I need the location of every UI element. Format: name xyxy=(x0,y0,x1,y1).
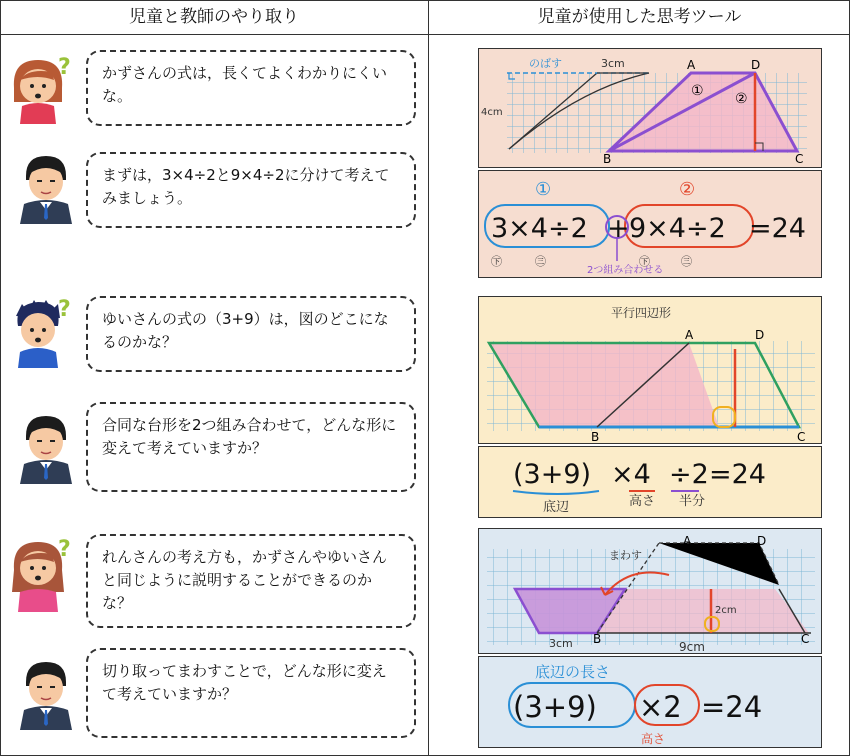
label-A: A xyxy=(683,534,692,548)
trapezoid-diagram xyxy=(479,49,822,168)
combine-note: 2つ組み合わせる xyxy=(587,265,664,276)
equation-half: ÷2 xyxy=(669,459,709,490)
dialog-text: ゆいさんの式の（3+9）は，図のどこになるのかな？ xyxy=(102,310,389,351)
label-3cm: 3cm xyxy=(601,57,625,70)
label-height: 高さ xyxy=(641,732,666,746)
svg-text:?: ? xyxy=(58,537,71,562)
speech-bubble xyxy=(86,296,416,372)
equation-base: (3+9) xyxy=(513,459,592,490)
equation-height: ×4 xyxy=(611,459,651,490)
panel1-figure xyxy=(478,48,822,168)
equation-height: ×2 xyxy=(639,690,682,724)
label-C: C xyxy=(797,430,806,444)
label-mawasu: まわす xyxy=(609,549,642,562)
mark-2: ㊂ xyxy=(535,255,546,268)
svg-text:?: ? xyxy=(58,297,71,322)
mark-1: ㊦ xyxy=(491,255,502,268)
speech-bubble xyxy=(86,648,416,738)
label-half: 半分 xyxy=(679,494,706,509)
circle1-label: ① xyxy=(535,179,552,200)
label-A: A xyxy=(687,58,696,72)
equation-base: (3+9) xyxy=(513,690,597,724)
equation-result: =24 xyxy=(749,213,806,244)
label-A: A xyxy=(685,328,694,342)
mark-4: ㊂ xyxy=(681,255,692,268)
panel1-equation xyxy=(478,170,822,278)
label-circle1: ① xyxy=(691,83,704,99)
equation-result: =24 xyxy=(701,690,763,724)
label-B: B xyxy=(591,430,600,444)
equation-plus: + xyxy=(607,213,630,244)
label-D: D xyxy=(751,58,761,72)
label-base: 底辺 xyxy=(543,500,570,515)
circle2-label: ② xyxy=(679,179,696,200)
equation-result: =24 xyxy=(709,459,766,490)
panel2-equation xyxy=(478,446,822,518)
label-9cm: 9cm xyxy=(679,640,705,654)
label-height: 高さ xyxy=(629,494,656,509)
panel2-figure xyxy=(478,296,822,444)
boy-avatar-icon xyxy=(8,296,74,368)
panel3-figure xyxy=(478,528,822,654)
label-D: D xyxy=(757,534,767,548)
label-D: D xyxy=(755,328,765,342)
svg-text:?: ? xyxy=(58,55,71,80)
girl-avatar-icon xyxy=(8,54,72,124)
header-left: 児童と教師のやり取り xyxy=(0,0,428,35)
panel2-title: 平行四辺形 xyxy=(611,306,672,320)
label-3cm: 3cm xyxy=(549,637,573,650)
header-right: 児童が使用した思考ツール xyxy=(429,0,850,35)
speech-bubble xyxy=(86,50,416,126)
speech-bubble xyxy=(86,402,416,492)
girl-avatar-icon xyxy=(8,536,72,612)
speech-bubble xyxy=(86,534,416,628)
label-2cm: 2cm xyxy=(715,605,737,616)
dialog-text: かずさんの式は，長くてよくわかりにくいな。 xyxy=(102,64,388,105)
label-C: C xyxy=(801,632,810,646)
column-divider xyxy=(428,0,429,756)
mark-3: ㊦ xyxy=(639,255,650,268)
label-4cm: 4cm xyxy=(481,107,503,118)
equation-part2: 9×4÷2 xyxy=(629,213,726,244)
dialog-text: 合同な台形を2つ組み合わせて，どんな形に変えて考えていますか？ xyxy=(102,416,397,457)
teacher-avatar-icon xyxy=(14,410,78,484)
dialog-text: れんさんの考え方も，かずさんやゆいさんと同じように説明することができるのかな？ xyxy=(102,548,388,612)
panel3-equation xyxy=(478,656,822,748)
equation-part1: 3×4÷2 xyxy=(491,213,588,244)
teacher-avatar-icon xyxy=(14,150,78,224)
speech-bubble xyxy=(86,152,416,228)
label-nobasu: のばす xyxy=(529,57,562,70)
dialog-text: 切り取ってまわすことで，どんな形に変えて考えていますか？ xyxy=(102,662,387,703)
label-B: B xyxy=(593,632,602,646)
label-C: C xyxy=(795,152,804,166)
teacher-avatar-icon xyxy=(14,656,78,730)
label-B: B xyxy=(603,152,612,166)
label-circle2: ② xyxy=(735,91,748,107)
dialog-text: まずは，3×4÷2と9×4÷2に分けて考えてみましょう。 xyxy=(102,166,390,207)
label-base-length: 底辺の長さ xyxy=(535,663,611,681)
